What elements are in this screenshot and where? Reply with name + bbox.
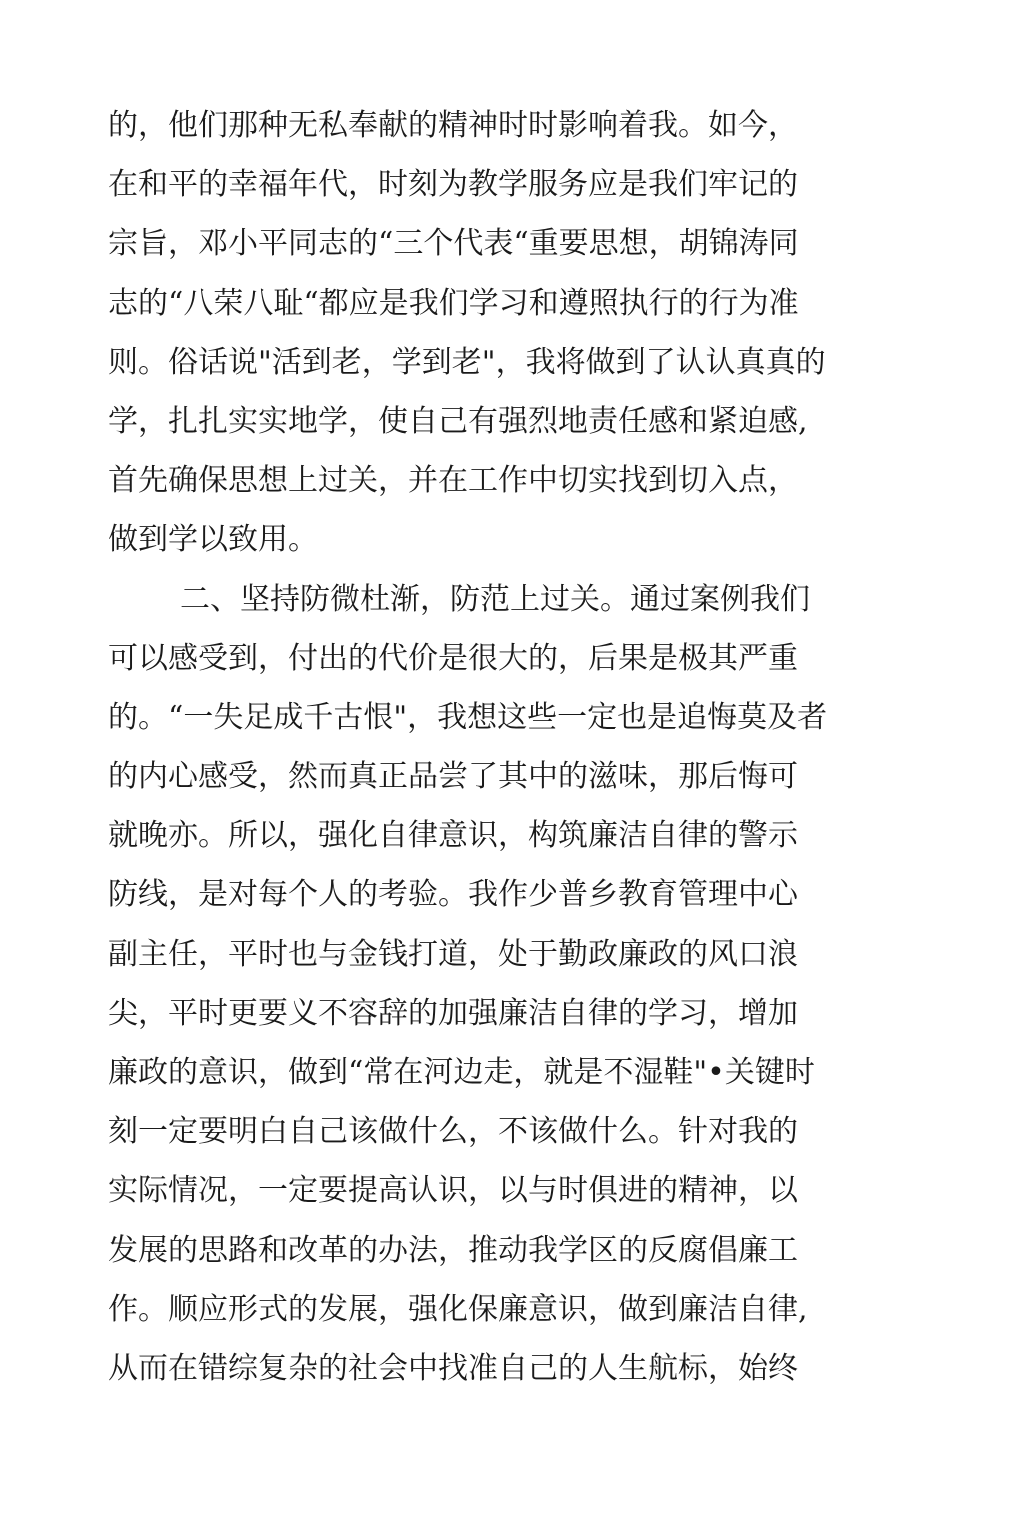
text-line: 做到学以致用。 [108, 522, 318, 558]
text-line: 学，扎扎实实地学，使自己有强烈地责任感和紧迫感, [108, 403, 808, 439]
text-line: 发展的思路和改革的办法，推动我学区的反腐倡廉工 [108, 1232, 798, 1268]
text-line: 尖，平时更要义不容辞的加强廉洁自律的学习，增加 [108, 995, 798, 1031]
text-line: 刻一定要明白自己该做什么，不该做什么。针对我的 [108, 1114, 798, 1150]
text-line: 防线，是对每个人的考验。我作少普乡教育管理中心 [108, 877, 798, 913]
text-line: 从而在错综复杂的社会中找准自己的人生航标，始终 [108, 1350, 798, 1386]
text-line: 志的“八荣八耻“都应是我们学习和遵照执行的行为准 [108, 285, 799, 321]
text-line: 在和平的幸福年代，时刻为教学服务应是我们牢记的 [108, 167, 798, 203]
text-line: 就晚亦。所以，强化自律意识，构筑廉洁自律的警示 [108, 818, 798, 854]
section-heading-line: 二、坚持防微杜渐，防范上过关。通过案例我们 [180, 581, 810, 617]
text-line: 作。顺应形式的发展，强化保廉意识，做到廉洁自律, [108, 1291, 808, 1327]
text-line: 副主任，平时也与金钱打道，处于勤政廉政的风口浪 [108, 936, 798, 972]
text-line: 可以感受到，付出的代价是很大的，后果是极其严重 [108, 640, 798, 676]
text-line: 则。俗话说"活到老，学到老"，我将做到了认认真真的 [108, 344, 826, 380]
text-line: 实际情况，一定要提高认识，以与时俱进的精神，以 [108, 1173, 798, 1209]
body-text [108, 96, 908, 1398]
text-line: 廉政的意识，做到“常在河边走，就是不湿鞋"•关键时 [108, 1055, 815, 1090]
text-line: 的。“一失足成千古恨"，我想这些一定也是追悔莫及者 [108, 699, 828, 735]
text-line: 的内心感受，然而真正品尝了其中的滋味，那后悔可 [108, 759, 798, 795]
text-line: 的，他们那种无私奉献的精神时时影响着我。如今， [108, 108, 798, 143]
text-line: 首先确保思想上过关，并在工作中切实找到切入点， [108, 463, 798, 499]
text-line: 宗旨，邓小平同志的“三个代表“重要思想，胡锦涛同 [108, 226, 799, 262]
